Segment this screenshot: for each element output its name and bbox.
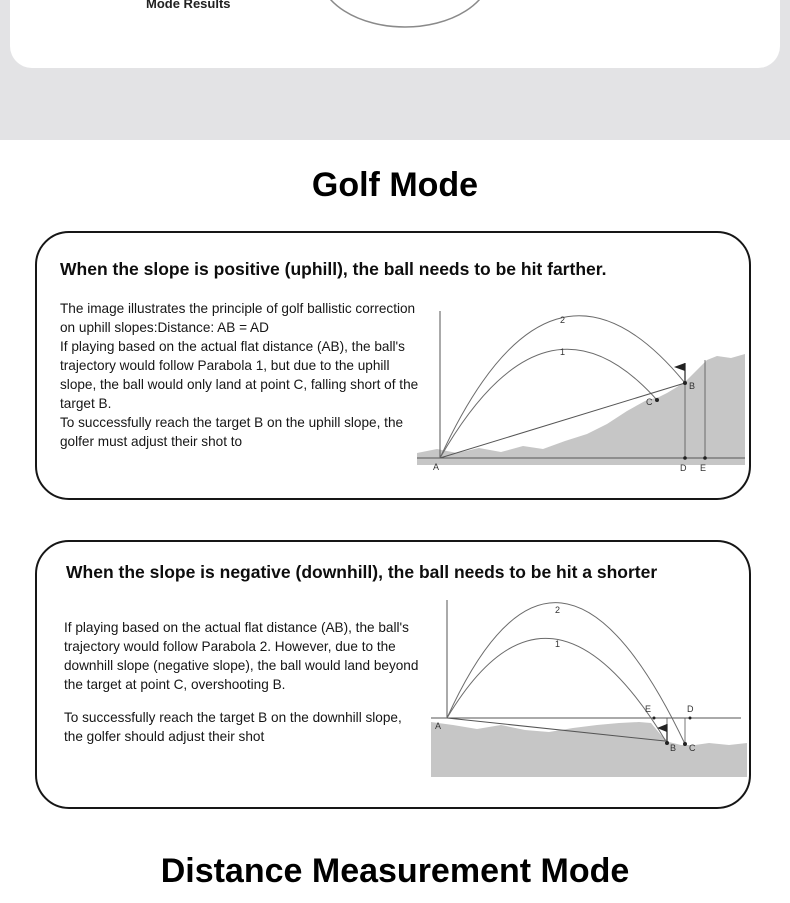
point-b-dot xyxy=(665,741,669,745)
distance-measurement-mode-title: Distance Measurement Mode xyxy=(160,852,630,890)
point-b-dot xyxy=(683,381,687,385)
point-e-label: E xyxy=(700,463,707,473)
parabola-2-label: 2 xyxy=(555,605,561,615)
parabola-1-label: 1 xyxy=(555,639,561,649)
point-d-dot xyxy=(683,456,687,460)
downhill-paragraph: To successfully reach the target B on the downhill slope, the golfer should adjust their shot xyxy=(64,710,402,744)
parabola-1-label: 1 xyxy=(560,347,566,357)
point-d-label: D xyxy=(687,704,694,714)
uphill-paragraph: To successfully reach the target B on the uphill slope, the golfer must adjust their shot to xyxy=(60,415,404,449)
point-c-dot xyxy=(683,742,687,746)
point-d-label: D xyxy=(680,463,687,473)
top-gray-band xyxy=(0,0,790,140)
point-b-label: B xyxy=(670,743,677,753)
uphill-diagram xyxy=(415,303,747,475)
point-b-label: B xyxy=(689,381,696,391)
flag-icon xyxy=(674,363,685,383)
point-e-dot xyxy=(653,717,656,720)
downhill-terrain xyxy=(431,722,747,777)
uphill-card-heading: When the slope is positive (uphill), the ball needs to be hit farther. xyxy=(60,259,607,279)
downhill-paragraph: If playing based on the actual flat distance (AB), the ball's trajectory would follow Parabola 2. However, due to the downhill slope (negative slope), the ball would land beyond the target at point C, overshooting B. xyxy=(64,620,419,692)
point-c-dot xyxy=(655,398,659,402)
point-e-dot xyxy=(703,456,707,460)
mode-results-label: Mode Results xyxy=(146,0,231,11)
uphill-slope-card xyxy=(35,231,751,500)
previous-section-card xyxy=(10,0,780,68)
point-c-label: C xyxy=(689,743,696,753)
downhill-card-heading: When the slope is negative (downhill), the ball needs to be hit a shorter xyxy=(66,562,658,582)
downhill-card-description xyxy=(64,618,420,760)
downhill-slope-card xyxy=(35,540,751,809)
point-e-label: E xyxy=(645,704,652,714)
uphill-paragraph: If playing based on the actual flat distance (AB), the ball's trajectory would follow Parabola 1, but due to the uphill slope, the ball would only land at point C, falling short of the target B. xyxy=(60,339,419,411)
uphill-terrain xyxy=(417,354,745,465)
uphill-paragraph: The image illustrates the principle of golf ballistic correction on uphill slopes:Distance: AB = AD xyxy=(60,301,416,335)
parabola-2-label: 2 xyxy=(560,315,566,325)
downhill-diagram xyxy=(429,595,749,783)
point-a-label: A xyxy=(435,721,442,731)
point-d-dot xyxy=(689,717,692,720)
point-c-label: C xyxy=(646,397,653,407)
parabola-2 xyxy=(447,603,685,744)
uphill-card-description xyxy=(60,299,428,451)
golf-mode-title: Golf Mode xyxy=(311,166,479,204)
device-lens-ellipse xyxy=(318,0,492,32)
point-a-label: A xyxy=(433,462,440,472)
